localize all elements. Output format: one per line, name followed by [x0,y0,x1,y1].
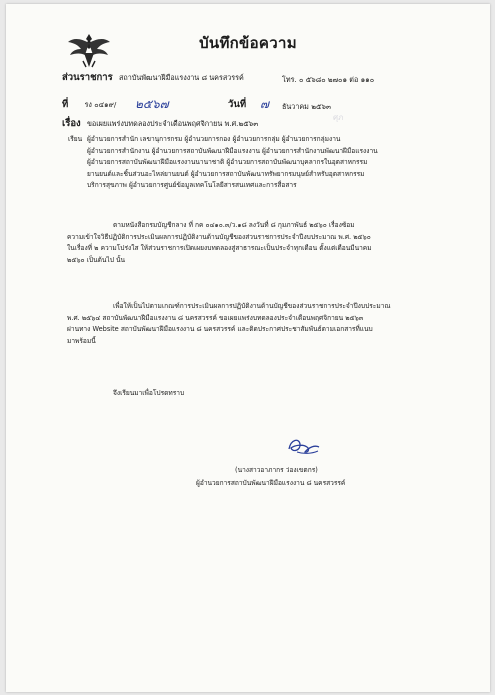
date-value: ธันวาคม ๒๕๖๓ [282,102,331,111]
signatory-position: ผู้อำนวยการสถาบันพัฒนาฝีมือแรงงาน ๘ นครสวรรค์ [196,479,346,487]
subject-label: เรื่อง [62,118,81,129]
agency-value: สถาบันพัฒนาฝีมือแรงงาน ๘ นครสวรรค์ [119,73,244,82]
paragraph-line: มาพร้อมนี้ [67,336,96,345]
signatory-name: (นางสาวอาภากร ว่องเขตกร) [235,466,318,474]
paragraph-line: เพื่อให้เป็นไปตามเกณฑ์การประเมินผลการปฏิบัติงานด้านบัญชีของส่วนราชการประจำปีงบประมาณ [113,302,391,310]
phone-number: โทร. ๐ ๕๖๘๐ ๒๗๐๑ ต่อ ๑๑๐ [282,75,375,84]
paragraph-line: พ.ศ. ๒๕๖๔ สถาบันพัฒนาฝีมือแรงงาน ๘ นครสวรรค์ ขอเผยแพร่งบทดลองประจำเดือนพฤศจิกายน ๒๕๖๓ [67,313,364,322]
faint-stamp-icon [331,109,371,125]
body-paragraph-2 [67,301,391,347]
paragraph-line: ๒๕๖๐ เป็นต้นไป นั้น [67,255,125,264]
body-paragraph-1 [67,220,372,266]
recipients-line: ผู้อำนวยการสำนักงาน ผู้อำนวยการสถาบันพัฒนาฝีมือแรงงาน ผู้อำนวยการสำนักงานพัฒนาฝีมือแรงงาน [87,146,378,155]
recipients-line: บริการสุขภาพ ผู้อำนวยการศูนย์ข้อมูลเทคโนโลยีสารสนเทศและการสื่อสาร [87,181,297,190]
subject-line [62,119,258,129]
reference-value: รง ๐๔๑๙/ [84,100,117,109]
recipients-line: ยานยนต์และชิ้นส่วนอะไหล่ยานยนต์ ผู้อำนวยการสถาบันพัฒนาทรัพยากรมนุษย์สำหรับอุตสาหกรรม [87,169,365,178]
paragraph-line: ตามหนังสือกรมบัญชีกลาง ที่ กค ๐๔๑๐.๓/ว.๑๘ ลงวันที่ ๘ กุมภาพันธ์ ๒๕๖๐ เรื่องซ้อม [113,221,355,229]
reference-number-handwritten: ๒๕๖๗ [135,97,169,111]
recipients-block [68,134,378,192]
date-label: วันที่ [228,99,247,110]
closing-line: จึงเรียนมาเพื่อโปรดทราบ [113,389,185,397]
date-day-handwritten: ๗ [260,97,270,111]
paragraph-line: ในเรื่องที่ ๒ ความโปร่งใส ให้ส่วนราชการเปิดเผยงบทดลองสู่สาธารณะเป็นประจำทุกเดือน ตั้งแต่เดือนมีนาคม [67,244,372,253]
recipients-label: เรียน [68,135,83,143]
reference-label: ที่ [62,99,69,110]
handwritten-signature-icon [285,435,323,457]
page-title: บันทึกข้อความ [199,34,297,52]
reference-line [62,100,116,110]
svg-text:ศุภ: ศุภ [333,113,344,122]
agency-label: ส่วนราชการ [62,72,113,83]
paragraph-line: ผ่านทาง Website สถาบันพัฒนาฝีมือแรงงาน ๘ นครสวรรค์ และติดประกาศประชาสัมพันธ์ตามเอกสารที่แนบ [67,325,373,334]
recipients-line: ผู้อำนวยการสำนัก เลขานุการกรม ผู้อำนวยการกอง ผู้อำนวยการกลุ่ม ผู้อำนวยการกลุ่มงาน [87,135,341,143]
paragraph-line: ความเข้าใจวิธีปฏิบัติการประเมินผลการปฏิบัติงานด้านบัญชีของส่วนราชการประจำปีงบประมาณ พ.ศ. ๒๕๖๐ [67,232,371,241]
agency-line [62,73,244,83]
recipients-line: ผู้อำนวยการสถาบันพัฒนาฝีมือแรงงานนานาชาติ ผู้อำนวยการสถาบันพัฒนาบุคลากรในอุตสาหกรรม [87,158,368,167]
memo-page [6,4,490,692]
subject-value: ขอเผยแพร่งบทดลองประจำเดือนพฤศจิกายน พ.ศ.๒๕๖๓ [87,119,259,128]
